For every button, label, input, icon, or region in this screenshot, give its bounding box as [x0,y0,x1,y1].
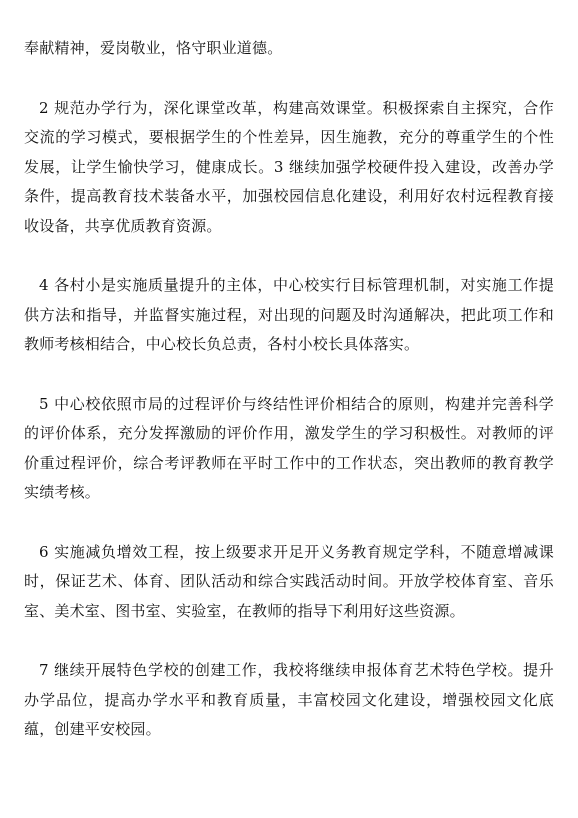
paragraph-item-4: 4 各村小是实施质量提升的主体，中心校实行目标管理机制，对实施工作提供方法和指导，并监督实施过程，对出现的问题及时沟通解决，把此项工作和教师考核相结合，中心校长负总责，各村小校长具体落实。 [24,276,554,353]
paragraph-item-2-3: 2 规范办学行为，深化课堂改革，构建高效课堂。积极探索自主探究，合作交流的学习模式，要根据学生的个性差异，因生施教，充分的尊重学生的个性发展，让学生愉快学习，健康成长。3 继续加强学校硬件投入建设，改善办学条件，提高教育技术装备水平，加强校园信息化建设，利用好农村远程教育接收设备，共享优质教育资源。 [24,98,554,235]
paragraph-continuation: 奉献精神，爱岗敬业，恪守职业道德。 [24,39,283,57]
paragraph-item-6: 6 实施减负增效工程，按上级要求开足开义务教育规定学科，不随意增减课时，保证艺术、体育、团队活动和综合实践活动时间。开放学校体育室、音乐室、美术室、图书室、实验室，在教师的指导下利用好这些资源。 [24,542,554,620]
paragraph-item-5: 5 中心校依照市局的过程评价与终结性评价相结合的原则，构建并完善科学的评价体系，充分发挥激励的评价作用，激发学生的学习积极性。对教师的评价重过程评价，综合考评教师在平时工作中的工作状态，突出教师的教育教学实绩考核。 [24,394,554,501]
paragraph-item-7: 7 继续开展特色学校的创建工作，我校将继续申报体育艺术特色学校。提升办学品位，提高办学水平和教育质量，丰富校园文化建设，增强校园文化底蕴，创建平安校园。 [24,661,554,738]
